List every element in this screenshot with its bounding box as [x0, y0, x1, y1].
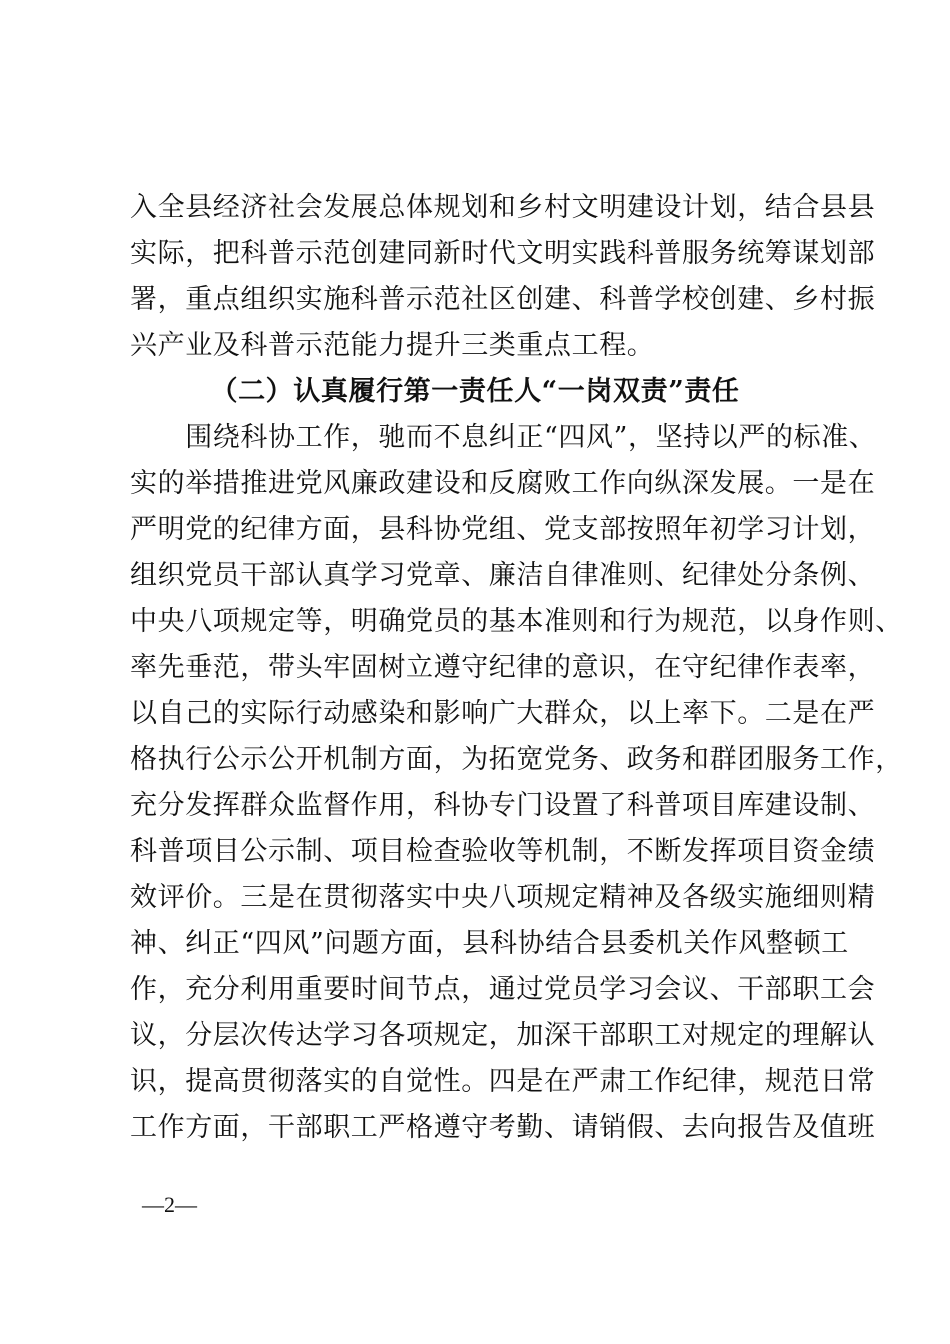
- paragraph-line: 实际，把科普示范创建同新时代文明实践科普服务统筹谋划部: [130, 238, 876, 269]
- paragraph-line: 识，提高贯彻落实的自觉性。四是在严肃工作纪律，规范日常: [130, 1066, 876, 1097]
- paragraph-line: 以自己的实际行动感染和影响广大群众，以上率下。二是在严: [130, 698, 876, 729]
- paragraph-line: 率先垂范，带头牢固树立遵守纪律的意识，在守纪律作表率，: [130, 652, 876, 683]
- page-number: —2—: [142, 1192, 197, 1217]
- paragraph-line: 署，重点组织实施科普示范社区创建、科普学校创建、乡村振: [130, 284, 876, 315]
- paragraph-line: 神、纠正“四风”问题方面，县科协结合县委机关作风整顿工: [130, 928, 849, 959]
- paragraph-line: 格执行公示公开机制方面，为拓宽党务、政务和群团服务工作，: [130, 744, 903, 775]
- paragraph-line: 中央八项规定等，明确党员的基本准则和行为规范，以身作则、: [130, 606, 903, 637]
- paragraph-line: 严明党的纪律方面，县科协党组、党支部按照年初学习计划，: [130, 514, 876, 545]
- paragraph-line: 入全县经济社会发展总体规划和乡村文明建设计划，结合县县: [130, 192, 876, 223]
- paragraph-line: 实的举措推进党风廉政建设和反腐败工作向纵深发展。一是在: [130, 468, 876, 499]
- paragraph-line: 议，分层次传达学习各项规定，加深干部职工对规定的理解认: [130, 1020, 876, 1051]
- paragraph-line: 充分发挥群众监督作用，科协专门设置了科普项目库建设制、: [130, 790, 876, 821]
- paragraph-line: 效评价。三是在贯彻落实中央八项规定精神及各级实施细则精: [130, 882, 876, 913]
- paragraph-line: 围绕科协工作，驰而不息纠正“四风”，坚持以严的标准、: [130, 422, 877, 453]
- section-heading: （二）认真履行第一责任人“一岗双责”责任: [210, 376, 740, 407]
- paragraph-line: 科普项目公示制、项目检查验收等机制，不断发挥项目资金绩: [130, 836, 876, 867]
- paragraph-line: 兴产业及科普示范能力提升三类重点工程。: [130, 330, 655, 361]
- paragraph-line: 工作方面，干部职工严格遵守考勤、请销假、去向报告及值班: [130, 1112, 876, 1143]
- paragraph-line: 作，充分利用重要时间节点，通过党员学习会议、干部职工会: [130, 974, 876, 1005]
- paragraph-line: 组织党员干部认真学习党章、廉洁自律准则、纪律处分条例、: [130, 560, 876, 591]
